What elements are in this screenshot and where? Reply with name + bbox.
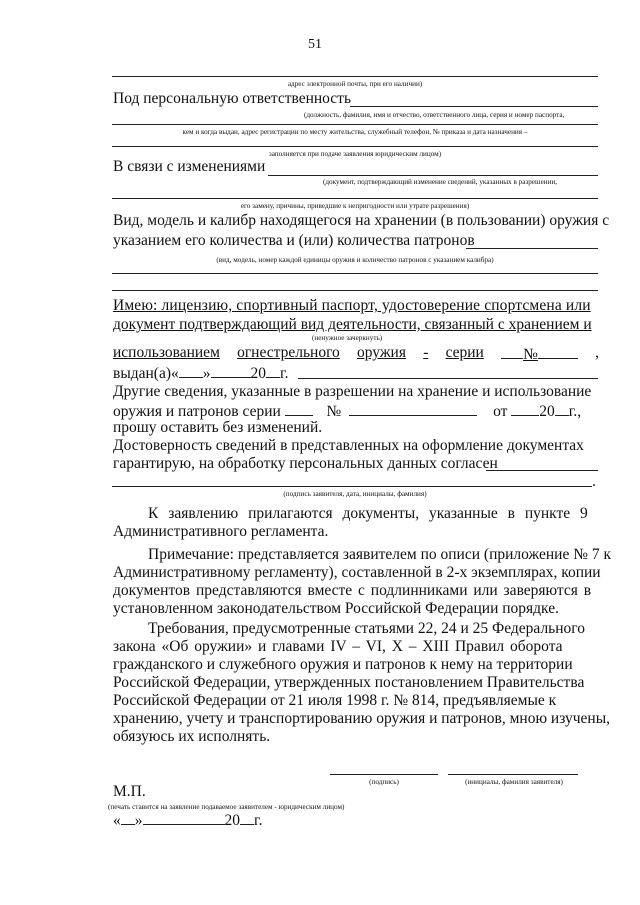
reliability-line-2: гарантирую, на обработку персональных данных согласен (113, 455, 498, 472)
req-line-4: Российской Федерации, утвержденных постановлением Правительства (113, 674, 585, 691)
responsibility-label: Под персональную ответственность (113, 90, 352, 107)
weapon-line-1-text: Вид, модель и калибр находящегося на хранении (в пользовании) оружия с (113, 212, 610, 229)
changes-line-2 (112, 198, 598, 199)
issued-line (113, 363, 288, 383)
changes-caption-2: его замену, причины, приведшие к непригодности или утрате разрешения) (240, 202, 470, 210)
person-caption-3: заполняется при подаче заявления юридическим лицом) (268, 150, 442, 158)
use-word-4: - (423, 344, 429, 361)
seal-mark: М.П. (113, 783, 146, 800)
weapon-line-3 (112, 273, 598, 274)
req-line-3: гражданского и служебного оружия и патронов к нему на территории (113, 656, 573, 673)
issued-quote: » (202, 365, 211, 382)
note-line-2: Административному регламенту), составленной в 2-х экземплярах, копии (113, 564, 601, 581)
strike-caption: (ненужное зачеркнуть) (312, 334, 383, 342)
note-line-4: установленном законодательством Российской Федерации порядке. (113, 600, 559, 617)
seal-caption: (печать ставится на заявление подаваемое заявителем - юридическим лицом) (108, 803, 345, 811)
person-line-3 (112, 146, 598, 147)
responsibility-line (350, 106, 598, 107)
req-line-5: Российской Федерации от 21 июля 1998 г. № 814, предъявляемые к (113, 692, 557, 709)
req-line-1: Требования, предусмотренные статьями 22, 24 и 25 Федерального (148, 620, 586, 637)
person-caption-2: кем и когда выдан, адрес регистрации по месту жительства, служебный телефон, № приказа и дата назначения – (182, 128, 528, 136)
use-word-3: оружия (357, 344, 406, 361)
person-caption-1: (должность, фамилия, имя и отчество, ответственного лица, серия и номер паспорта, (304, 111, 565, 119)
issued-fill-line (298, 378, 598, 379)
signature-applicant-line (112, 486, 592, 487)
use-word-5: серии (445, 344, 484, 361)
signature-line (330, 774, 438, 775)
reliability-line-1: Достоверность сведений в представленных на оформление документах (113, 437, 584, 454)
signature-caption: (подпись) (369, 778, 399, 786)
date-line: « » 20 г. (113, 812, 263, 829)
use-number: № (501, 344, 578, 364)
other-line-3: прошу оставить без изменений. (113, 419, 323, 436)
note-line-3: документов представляются вместе с подлинниками или заверяются в (113, 582, 592, 599)
weapon-line-1 (113, 212, 610, 230)
issued-g: г. (280, 365, 289, 382)
reliability-fill-line (486, 470, 598, 471)
weapon-fill-line (466, 248, 598, 249)
req-line-6: хранению, учету и транспортированию оружия и патронов, мною изучены, (113, 710, 611, 727)
attach-line-1: К заявлению прилагаются документы, указанные в пункте 9 (148, 505, 588, 522)
changes-line (268, 175, 598, 176)
weapon-line-2: указанием его количества и (или) количества патронов (113, 232, 475, 249)
issued-label: выдан(а)« (113, 365, 179, 382)
changes-caption-1: (документ, подтверждающий изменение сведений, указанных в разрешении, (323, 178, 558, 186)
other-line-1: Другие сведения, указанные в разрешении на хранение и использование (113, 383, 592, 400)
initials-line (448, 774, 578, 775)
use-line (113, 344, 599, 364)
changes-label: В связи с изменениями (113, 158, 266, 175)
note-line-1: Примечание: представляется заявителем по описи (приложение № 7 к (148, 546, 612, 563)
have-line-2: документ подтверждающий вид деятельности, связанный с хранением и (113, 316, 592, 333)
email-line (112, 76, 598, 77)
use-word-2: огнестрельного (237, 344, 340, 361)
weapon-line-4 (112, 290, 598, 291)
signature-applicant-caption: (подпись заявителя, дата, инициалы, фамилия) (283, 490, 427, 498)
issued-year: 20 (250, 365, 266, 382)
weapon-caption: (вид, модель, номер каждой единицы оружия и количество патронов с указанием калибра) (216, 256, 494, 264)
attach-line-2: Административного регламента. (113, 523, 329, 540)
have-line-1: Имею: лицензию, спортивный паспорт, удостоверение спортсмена или (113, 297, 591, 314)
page-number: 51 (308, 37, 322, 52)
email-caption: адрес электронной почты, при его наличии) (287, 80, 423, 88)
person-line-2 (112, 124, 598, 125)
req-line-7: обязуюсь их исполнять. (113, 728, 271, 745)
use-comma: , (595, 344, 599, 361)
req-line-2: закона «Об оружии» и главами IV – VI, X – XIII Правил оборота (113, 638, 563, 655)
use-word-1: использованием (113, 344, 220, 361)
initials-caption: (инициалы, фамилия заявителя) (465, 778, 563, 786)
signature-applicant-period: . (592, 473, 596, 490)
other-line-2: оружия и патронов серии № от 20 г., (113, 403, 582, 420)
